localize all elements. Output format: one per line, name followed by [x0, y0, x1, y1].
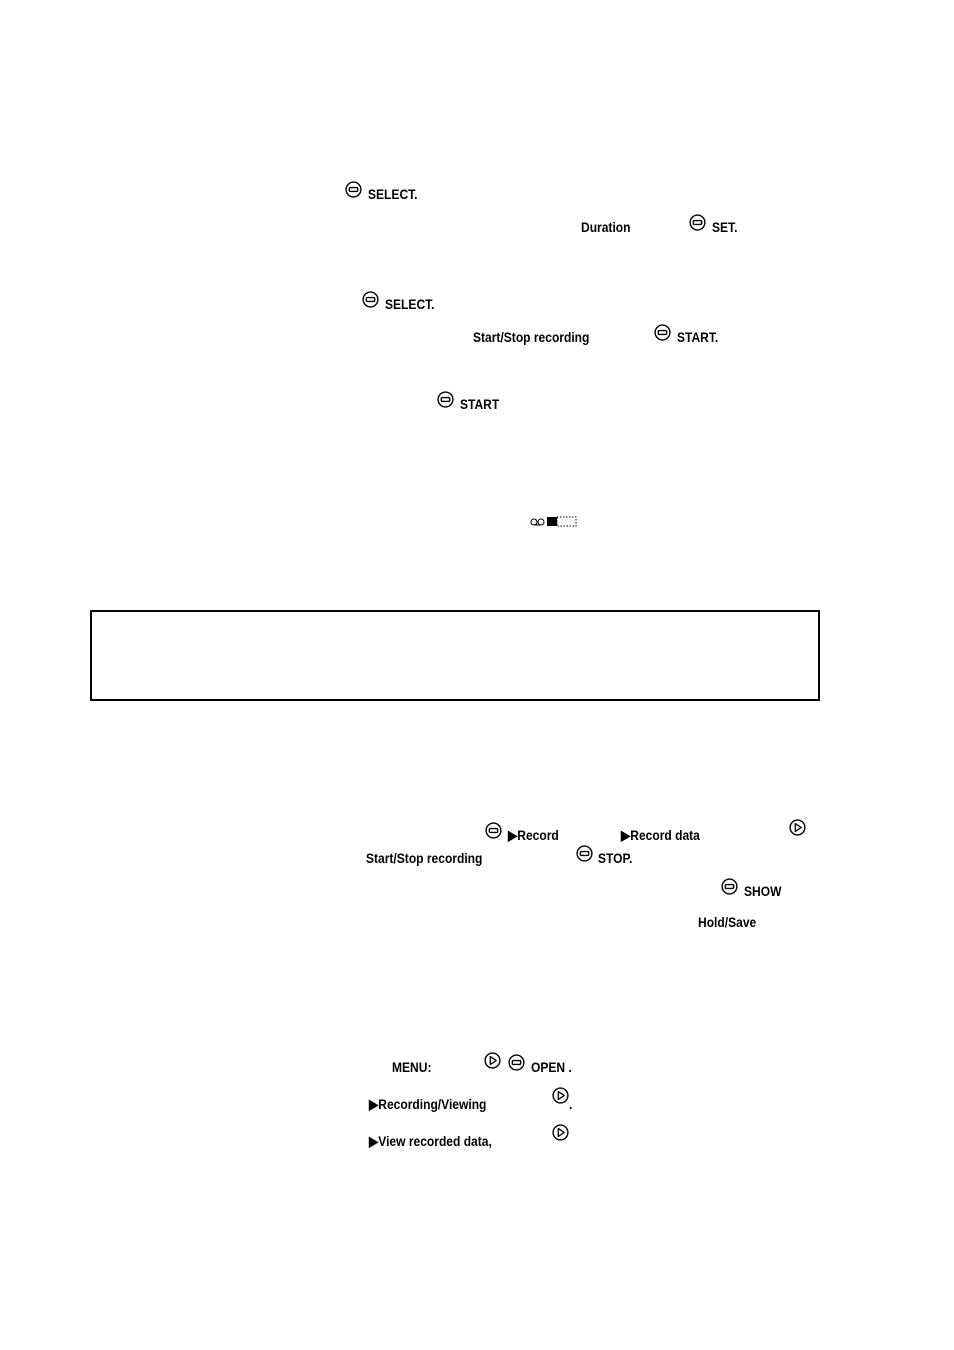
record-menu-item: ▶Record	[508, 827, 559, 843]
start-stop-recording-label: Start/Stop recording	[366, 850, 483, 866]
ok-button-icon	[689, 214, 706, 231]
ok-button-icon	[485, 822, 502, 839]
ok-button-icon	[508, 1054, 525, 1071]
start-label: START	[460, 396, 500, 412]
view-recorded-data-menu-item: ▶View recorded data,	[369, 1133, 492, 1149]
right-button-icon	[484, 1052, 501, 1069]
hold-save-label: Hold/Save	[698, 914, 757, 930]
ok-button-icon	[362, 291, 379, 308]
select-label: SELECT.	[385, 296, 435, 312]
right-button-icon	[789, 819, 806, 836]
start-stop-recording-label: Start/Stop recording	[473, 329, 590, 345]
ok-button-icon	[721, 878, 738, 895]
stop-label: STOP.	[598, 850, 633, 866]
select-label: SELECT.	[368, 186, 418, 202]
right-button-icon	[552, 1124, 569, 1141]
ok-button-icon	[654, 324, 671, 341]
tape-recording-icon	[530, 514, 578, 526]
show-label: SHOW	[744, 883, 782, 899]
ok-button-icon	[576, 845, 593, 862]
open-label: OPEN .	[531, 1059, 572, 1075]
recording-viewing-menu-item: ▶Recording/Viewing	[369, 1096, 487, 1112]
ok-button-icon	[345, 181, 362, 198]
start-label: START.	[677, 329, 719, 345]
record-data-menu-item: ▶Record data	[621, 827, 700, 843]
right-button-icon	[552, 1087, 569, 1104]
note-box	[90, 610, 820, 701]
menu-label: MENU:	[392, 1059, 432, 1075]
ok-button-icon	[437, 391, 454, 408]
duration-label: Duration	[581, 219, 631, 235]
set-label: SET.	[712, 219, 738, 235]
period-label: .	[569, 1096, 573, 1112]
